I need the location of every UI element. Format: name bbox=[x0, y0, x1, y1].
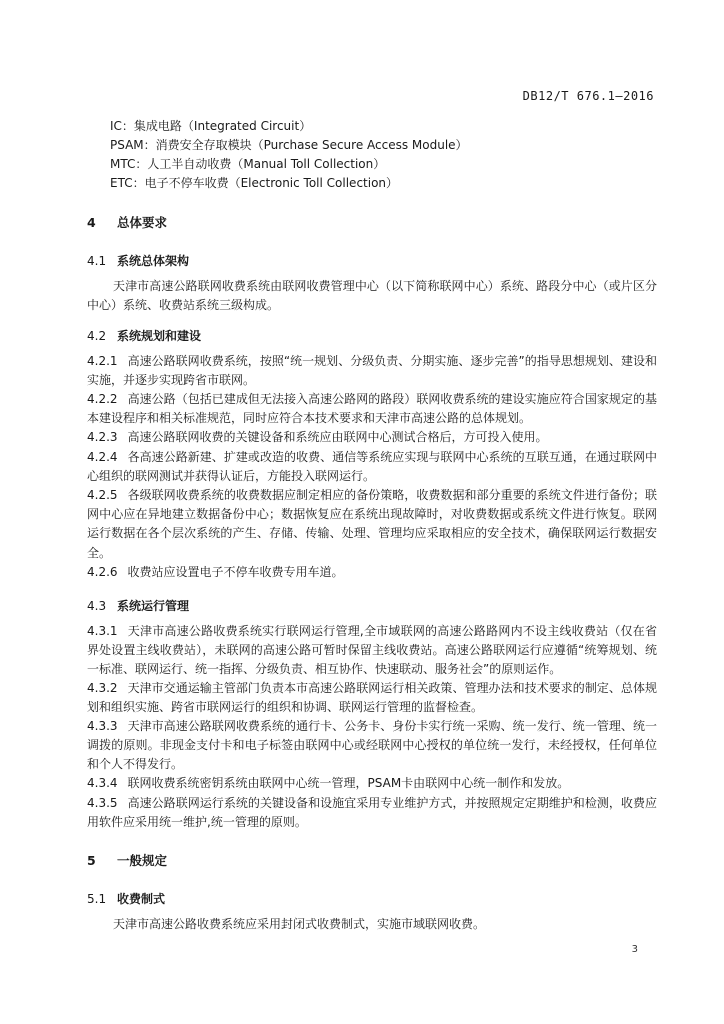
abbreviation-psam: PSAM：消费安全存取模块（Purchase Secure Access Module） bbox=[110, 138, 468, 152]
clause-text: 高速公路联网收费系统，按照“统一规划、分级负责、分期实施、逐步完善”的指导思想规划、建设和实施，并逐步实现跨省市联网。 bbox=[87, 354, 657, 388]
clause-text: 高速公路联网运行系统的关键设备和设施宜采用专业维护方式，并按照规定定期维护和检测，收费应用软件应采用统一维护,统一管理的原则。 bbox=[87, 796, 657, 830]
clause-4-3-3 bbox=[87, 717, 657, 775]
clause-number: 4.2.2 bbox=[87, 392, 118, 406]
section-title: 系统运行管理 bbox=[117, 599, 190, 613]
standard-number: DB12/T 676.1—2016 bbox=[522, 89, 654, 103]
clause-number: 4.3.4 bbox=[87, 776, 118, 790]
clause-number: 4.2.4 bbox=[87, 450, 118, 464]
clause-number: 4.2.6 bbox=[87, 565, 118, 579]
clause-text: 天津市高速公路联网收费系统的通行卡、公务卡、身份卡实行统一采购、统一发行、统一管理、统一调拨的原则。非现金支付卡和电子标签由联网中心或经联网中心授权的单位统一发行，未经授权，任何单位和个人不得发行。 bbox=[87, 719, 657, 772]
clause-number: 4.2.1 bbox=[87, 354, 118, 368]
section-number: 5.1 bbox=[87, 892, 107, 906]
clause-number: 4.3.1 bbox=[87, 624, 118, 638]
clause-number: 4.3.5 bbox=[87, 796, 118, 810]
clause-4-2-3 bbox=[87, 428, 657, 447]
section-5-1-heading bbox=[87, 890, 165, 907]
abbreviation-ic: IC：集成电路（Integrated Circuit） bbox=[110, 119, 312, 133]
abbreviation-etc: ETC：电子不停车收费（Electronic Toll Collection） bbox=[110, 176, 399, 190]
section-number: 4 bbox=[87, 215, 96, 230]
clause-4-2-5 bbox=[87, 486, 657, 563]
clause-number: 4.2.5 bbox=[87, 488, 118, 502]
clause-4-3-2 bbox=[87, 679, 657, 717]
section-5-heading bbox=[87, 851, 167, 869]
clause-text: 收费站应设置电子不停车收费专用车道。 bbox=[127, 565, 344, 579]
clause-4-2-1 bbox=[87, 352, 657, 390]
section-4-2-heading bbox=[87, 327, 201, 344]
section-4-1-paragraph: 天津市高速公路联网收费系统由联网收费管理中心（以下简称联网中心）系统、路段分中心（或片区分中心）系统、收费站系统三级构成。 bbox=[87, 279, 657, 313]
section-number: 4.2 bbox=[87, 329, 107, 343]
clause-text: 各高速公路新建、扩建或改造的收费、通信等系统应实现与联网中心系统的互联互通，在通过联网中心组织的联网测试并获得认证后，方能投入联网运行。 bbox=[87, 450, 657, 484]
section-4-1-heading bbox=[87, 252, 189, 269]
clause-text: 天津市交通运输主管部门负责本市高速公路联网运行相关政策、管理办法和技术要求的制定、总体规划和组织实施、跨省市联网运行的组织和协调、联网运行管理的监督检查。 bbox=[87, 681, 657, 715]
clause-4-3-5 bbox=[87, 794, 657, 832]
clause-text: 联网收费系统密钥系统由联网中心统一管理，PSAM卡由联网中心统一制作和发放。 bbox=[127, 776, 570, 790]
clause-4-2-2 bbox=[87, 390, 657, 428]
abbreviation-mtc: MTC：人工半自动收费（Manual Toll Collection） bbox=[110, 157, 386, 171]
clause-number: 4.3.2 bbox=[87, 681, 118, 695]
section-number: 5 bbox=[87, 853, 96, 868]
clause-number: 4.3.3 bbox=[87, 719, 118, 733]
section-number: 4.3 bbox=[87, 599, 107, 613]
section-5-1-paragraph: 天津市高速公路收费系统应采用封闭式收费制式，实施市域联网收费。 bbox=[113, 917, 486, 931]
clause-4-3-1 bbox=[87, 622, 657, 680]
page-number: 3 bbox=[631, 944, 638, 955]
section-title: 总体要求 bbox=[117, 215, 168, 230]
clause-number: 4.2.3 bbox=[87, 430, 118, 444]
section-number: 4.1 bbox=[87, 254, 107, 268]
section-title: 系统总体架构 bbox=[117, 254, 190, 268]
section-title: 系统规划和建设 bbox=[117, 329, 202, 343]
clause-text: 高速公路联网收费的关键设备和系统应由联网中心测试合格后，方可投入使用。 bbox=[127, 430, 548, 444]
clause-4-3-4 bbox=[87, 774, 657, 793]
clause-4-2-6 bbox=[87, 563, 657, 582]
section-title: 一般规定 bbox=[117, 853, 168, 868]
clause-4-2-4 bbox=[87, 448, 657, 486]
section-4-heading bbox=[87, 213, 167, 231]
clause-text: 天津市高速公路收费系统实行联网运行管理,全市域联网的高速公路路网内不设主线收费站（仅在省界处设置主线收费站），未联网的高速公路可暂时保留主线收费站。高速公路联网运行应遵循“统筹规划、统一标准、联网运行、统一指挥、分级负责、相互协作、快速联动、服务社会”的原则运作。 bbox=[87, 624, 657, 677]
clause-text: 各级联网收费系统的收费数据应制定相应的备份策略，收费数据和部分重要的系统文件进行备份；联网中心应在异地建立数据备份中心；数据恢复应在系统出现故障时，对收费数据或系统文件进行恢复。联网运行数据在各个层次系统的产生、存储、传输、处理、管理均应采取相应的安全技术，确保联网运行数据安全。 bbox=[87, 488, 657, 560]
clause-text: 高速公路（包括已建成但无法接入高速公路网的路段）联网收费系统的建设实施应符合国家规定的基本建设程序和相关标准规范，同时应符合本技术要求和天津市高速公路的总体规划。 bbox=[87, 392, 657, 426]
section-4-3-heading bbox=[87, 597, 189, 614]
section-title: 收费制式 bbox=[117, 892, 166, 906]
